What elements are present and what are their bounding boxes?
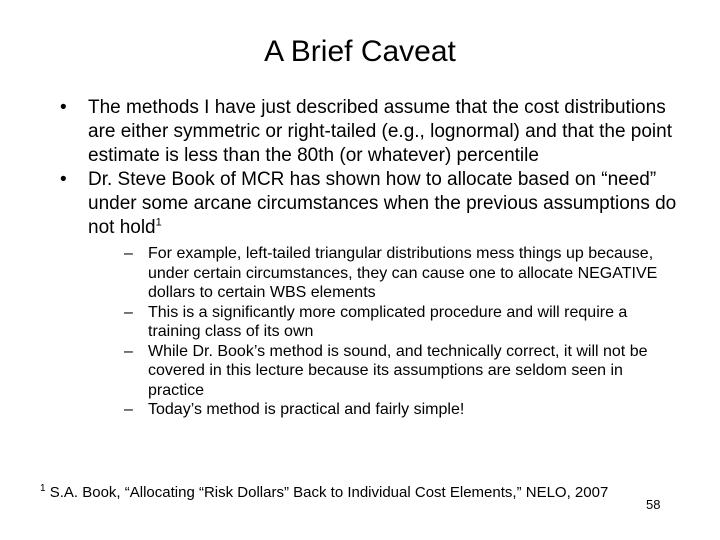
sub-bullet-item bbox=[88, 342, 680, 401]
bullet-list bbox=[60, 96, 680, 420]
sub-bullet-marker: – bbox=[124, 245, 133, 262]
footnote bbox=[40, 484, 608, 502]
bullet-text: The methods I have just described assume that the cost distributions are either symmetric or right-tailed (e.g., lognormal) and that the point estimate is less than the 80th (or whatever) percentile bbox=[88, 97, 672, 166]
sub-bullet-text: While Dr. Book’s method is sound, and technically correct, it will not be covered in this lecture because its assumptions are seldom seen in practice bbox=[148, 342, 648, 399]
sub-bullet-marker: – bbox=[124, 401, 133, 418]
bullet-item bbox=[60, 168, 680, 420]
sub-bullet-text: For example, left-tailed triangular distributions mess things up because, under certain circumstances, they can cause one to allocate NEGATIVE dollars to certain WBS elements bbox=[148, 245, 658, 301]
footnote-reference: 1 bbox=[155, 216, 162, 229]
page-number: 58 bbox=[646, 497, 661, 512]
bullet-marker: • bbox=[60, 169, 67, 190]
slide-title: A Brief Caveat bbox=[264, 35, 456, 68]
sub-bullet-marker: – bbox=[124, 342, 133, 360]
sub-bullet-marker: – bbox=[124, 303, 133, 321]
sub-bullet-item bbox=[88, 303, 680, 342]
footnote-number: 1 bbox=[40, 483, 46, 494]
bullet-text: Dr. Steve Book of MCR has shown how to allocate based on “need” under some arcane circumstances when the previous assumptions do not hold bbox=[88, 169, 677, 238]
sub-bullet-list bbox=[88, 244, 680, 420]
sub-bullet-item bbox=[88, 244, 680, 303]
sub-bullet-text: This is a significantly more complicated procedure and will require a training class of its own bbox=[148, 303, 628, 340]
bullet-item bbox=[60, 96, 680, 168]
sub-bullet-item bbox=[88, 400, 680, 420]
sub-bullet-text: Today’s method is practical and fairly simple! bbox=[148, 401, 465, 418]
footnote-text: S.A. Book, “Allocating “Risk Dollars” Back to Individual Cost Elements,” NELO, 2007 bbox=[45, 484, 609, 501]
bullet-marker: • bbox=[60, 97, 67, 118]
